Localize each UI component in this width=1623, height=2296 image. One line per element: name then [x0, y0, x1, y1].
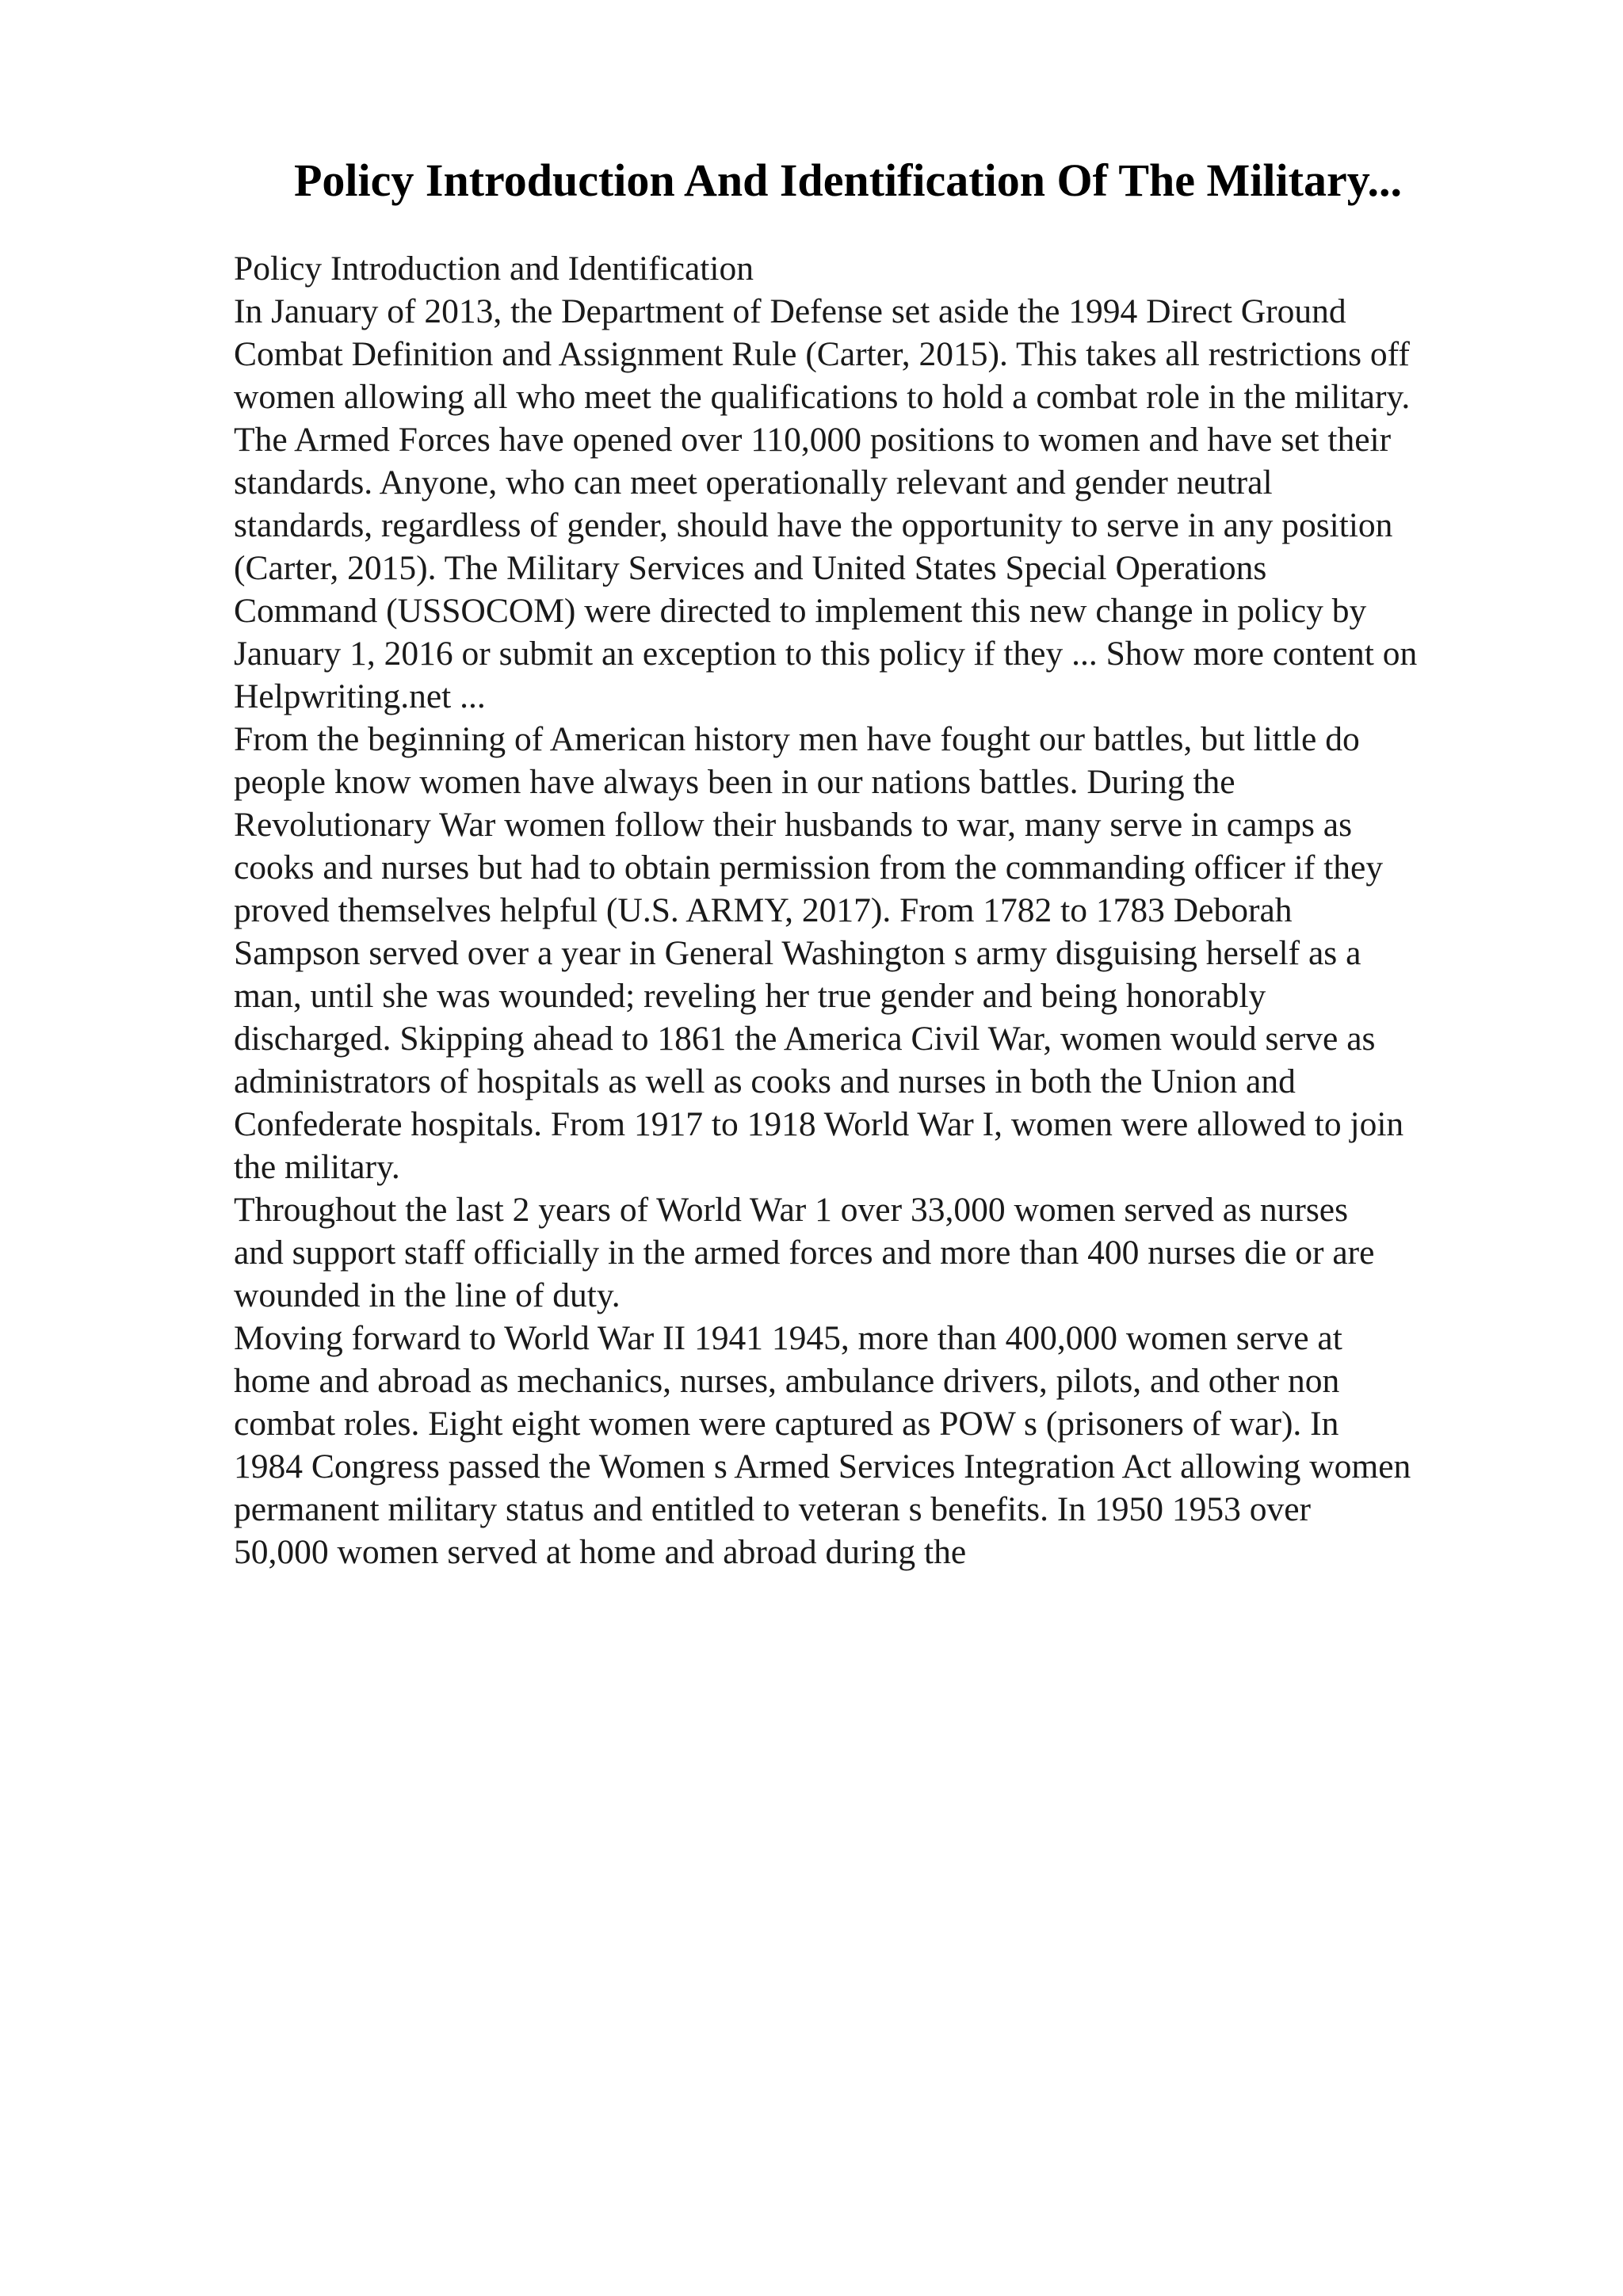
document-title: Policy Introduction And Identification Of The Military... — [293, 154, 1402, 206]
text-line: Throughout the last 2 years of World War 1 over 33,000 women served as nurses — [234, 1191, 1349, 1229]
text-line: women allowing all who meet the qualifications to hold a combat role in the military. — [234, 378, 1411, 416]
text-line: man, until she was wounded; reveling her true gender and being honorably — [234, 977, 1266, 1015]
text-line: January 1, 2016 or submit an exception to this policy if they ... Show more content on — [234, 635, 1418, 673]
text-line: The Armed Forces have opened over 110,000 positions to women and have set their — [234, 421, 1392, 459]
text-line: permanent military status and entitled to veteran s benefits. In 1950 1953 over — [234, 1490, 1312, 1528]
text-line: wounded in the line of duty. — [234, 1276, 621, 1314]
text-line: home and abroad as mechanics, nurses, ambulance drivers, pilots, and other non — [234, 1362, 1340, 1400]
text-line: administrators of hospitals as well as cooks and nurses in both the Union and — [234, 1062, 1296, 1100]
text-line: Policy Introduction and Identification — [234, 250, 754, 288]
text-line: Confederate hospitals. From 1917 to 1918 World War I, women were allowed to join — [234, 1105, 1404, 1143]
text-line: standards, regardless of gender, should have the opportunity to serve in any position — [234, 506, 1393, 544]
text-line: Revolutionary War women follow their husbands to war, many serve in camps as — [234, 806, 1353, 844]
text-line: Moving forward to World War II 1941 1945, more than 400,000 women serve at — [234, 1319, 1342, 1357]
text-line: standards. Anyone, who can meet operationally relevant and gender neutral — [234, 463, 1273, 502]
text-line: combat roles. Eight eight women were captured as POW s (prisoners of war). In — [234, 1405, 1339, 1443]
document-body — [234, 247, 1518, 1573]
text-line: the military. — [234, 1148, 400, 1186]
text-line: and support staff officially in the armed forces and more than 400 nurses die or are — [234, 1234, 1375, 1272]
text-line: (Carter, 2015). The Military Services and United States Special Operations — [234, 549, 1267, 587]
text-line: Sampson served over a year in General Washington s army disguising herself as a — [234, 934, 1361, 972]
text-line: proved themselves helpful (U.S. ARMY, 2017). From 1782 to 1783 Deborah — [234, 891, 1293, 929]
text-line: From the beginning of American history men have fought our battles, but little do — [234, 720, 1360, 758]
text-line: cooks and nurses but had to obtain permission from the commanding officer if they — [234, 849, 1384, 887]
text-line: 50,000 women served at home and abroad during the — [234, 1533, 967, 1571]
text-line: Command (USSOCOM) were directed to implement this new change in policy by — [234, 592, 1367, 630]
text-line: In January of 2013, the Department of Defense set aside the 1994 Direct Ground — [234, 292, 1346, 330]
text-line: Combat Definition and Assignment Rule (Carter, 2015). This takes all restrictions off — [234, 335, 1410, 373]
text-line: discharged. Skipping ahead to 1861 the America Civil War, women would serve as — [234, 1020, 1376, 1058]
text-line: people know women have always been in our nations battles. During the — [234, 763, 1235, 801]
text-line: 1984 Congress passed the Women s Armed Services Integration Act allowing women — [234, 1447, 1411, 1486]
text-line: Helpwriting.net ... — [234, 677, 486, 715]
